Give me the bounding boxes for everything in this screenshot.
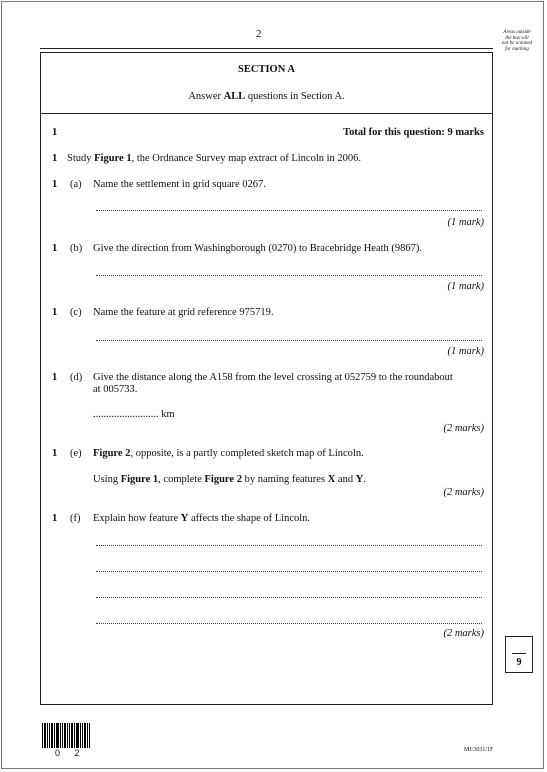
part-d-marks: (2 marks) xyxy=(443,423,484,434)
instruction-bold: ALL xyxy=(223,91,246,102)
part-c-label: (c) xyxy=(70,307,82,318)
part-c-text: Name the feature at grid reference 975719. xyxy=(93,307,274,318)
barcode-number: 0 2 xyxy=(55,748,86,758)
part-c-marks: (1 mark) xyxy=(447,346,484,357)
margin-note-line: for marking xyxy=(505,46,529,52)
top-rule xyxy=(40,48,493,49)
part-b-label: (b) xyxy=(70,243,83,254)
part-f-text xyxy=(93,513,310,524)
part-a-text: Name the settlement in grid square 0267. xyxy=(93,179,266,190)
instruction-text: questions in Section A. xyxy=(245,91,345,102)
score-box xyxy=(505,636,533,673)
score-box-rule xyxy=(512,653,526,654)
question-total-marks: Total for this question: 9 marks xyxy=(343,127,484,138)
part-d-label: (d) xyxy=(70,372,83,383)
part-a-marks: (1 mark) xyxy=(447,217,484,228)
box-bottom-border xyxy=(40,704,493,705)
top-rule xyxy=(40,52,493,53)
intro-text xyxy=(67,153,361,164)
answer-line-f-4[interactable] xyxy=(96,623,482,624)
text: and xyxy=(335,474,356,485)
part-f-number: 1 xyxy=(52,513,58,524)
part-a-label: (a) xyxy=(70,179,82,190)
part-d-text-line1: Give the distance along the A158 from the level crossing at 052759 to the roundabout xyxy=(93,372,453,383)
margin-note-line: Areas outside xyxy=(503,30,531,35)
part-b-number: 1 xyxy=(52,243,58,254)
barcode-icon xyxy=(42,723,90,748)
feature-x: X xyxy=(327,474,336,485)
intro-number: 1 xyxy=(52,153,58,164)
figure-ref: Figure 1 xyxy=(120,474,159,485)
text: affects the shape of Lincoln. xyxy=(188,513,311,524)
intro-bold: Figure 1 xyxy=(94,153,132,164)
part-d-answer-field[interactable]: ......................... km xyxy=(93,409,175,420)
part-e-text: , opposite, is a partly completed sketch map of Lincoln. xyxy=(130,448,364,459)
feature-y: Y xyxy=(180,513,189,524)
answer-line-c[interactable] xyxy=(96,340,482,341)
text: Using xyxy=(93,474,121,485)
answer-line-a[interactable] xyxy=(96,210,482,211)
part-d-text-line2: at 005733. xyxy=(93,384,138,395)
text: by naming features xyxy=(241,474,328,485)
part-a-number: 1 xyxy=(52,179,58,190)
part-e-label: (e) xyxy=(70,448,82,459)
section-instruction xyxy=(0,91,533,102)
section-divider xyxy=(40,113,493,114)
box-right-border xyxy=(492,52,493,705)
question-number: 1 xyxy=(52,127,58,138)
text: Explain how feature xyxy=(93,513,181,524)
part-c-number: 1 xyxy=(52,307,58,318)
part-b-marks: (1 mark) xyxy=(447,281,484,292)
answer-line-f-1[interactable] xyxy=(96,545,482,546)
part-e-marks: (2 marks) xyxy=(443,487,484,498)
margin-note-line: the box will xyxy=(505,35,529,41)
part-e-text-2 xyxy=(93,474,366,485)
part-e-text-1 xyxy=(93,448,364,459)
instruction-text: Answer xyxy=(188,91,224,102)
part-f-label: (f) xyxy=(70,513,81,524)
page-frame xyxy=(1,1,544,769)
text: , complete xyxy=(158,474,205,485)
score-box-value: 9 xyxy=(516,657,522,668)
intro-post: , the Ordnance Survey map extract of Lincoln in 2006. xyxy=(131,153,362,164)
answer-line-f-2[interactable] xyxy=(96,571,482,572)
figure-ref: Figure 2 xyxy=(204,474,242,485)
section-title: SECTION A xyxy=(238,64,295,75)
margin-note-line: not be scanned xyxy=(502,41,532,46)
part-d-number: 1 xyxy=(52,372,58,383)
margin-note xyxy=(492,30,542,52)
answer-line-b[interactable] xyxy=(96,275,482,276)
part-f-marks: (2 marks) xyxy=(443,628,484,639)
feature-y: Y xyxy=(355,474,364,485)
part-b-text: Give the direction from Washingborough (0270) to Bracebridge Heath (9867). xyxy=(93,243,423,254)
part-e-number: 1 xyxy=(52,448,58,459)
figure-ref: Figure 2 xyxy=(93,448,131,459)
intro-pre: Study xyxy=(67,153,95,164)
text: . xyxy=(363,474,366,485)
answer-line-f-3[interactable] xyxy=(96,597,482,598)
box-left-border xyxy=(40,52,41,705)
footer-code: MJ/3031/1F xyxy=(464,747,494,753)
page-number: 2 xyxy=(256,28,262,40)
